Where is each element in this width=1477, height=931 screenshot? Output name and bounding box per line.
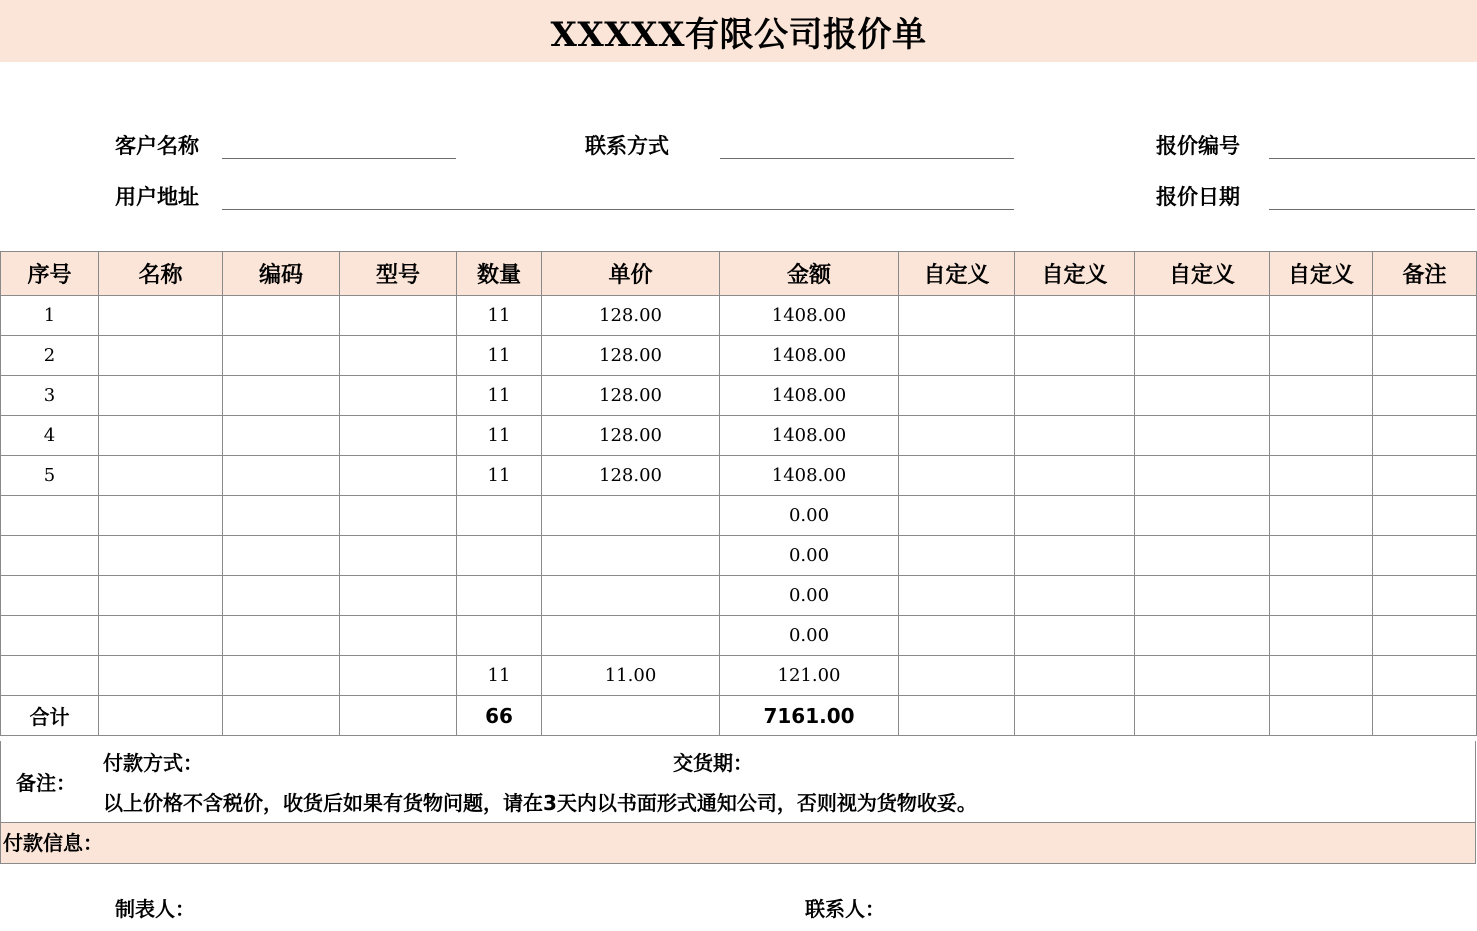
table-cell[interactable]	[1015, 456, 1135, 496]
table-cell[interactable]	[1270, 496, 1373, 536]
table-row	[1, 376, 1477, 416]
table-cell[interactable]	[457, 536, 542, 576]
table-cell[interactable]	[340, 616, 457, 656]
total-cell[interactable]: 7161.00	[720, 696, 899, 736]
quote-table	[0, 251, 1477, 736]
table-cell[interactable]	[1, 576, 99, 616]
table-cell[interactable]	[340, 496, 457, 536]
table-cell[interactable]	[340, 336, 457, 376]
table-cell[interactable]: 128.00	[542, 456, 720, 496]
table-cell[interactable]	[1, 616, 99, 656]
column-header: 金额	[720, 252, 899, 296]
table-cell[interactable]	[1373, 536, 1477, 576]
table-cell[interactable]	[1015, 376, 1135, 416]
table-row	[1, 336, 1477, 376]
table-cell[interactable]	[1135, 656, 1270, 696]
table-cell[interactable]	[899, 336, 1015, 376]
quote-date-label: 报价日期	[1156, 185, 1240, 209]
table-cell[interactable]: 128.00	[542, 376, 720, 416]
table-cell[interactable]: 11	[457, 416, 542, 456]
table-cell[interactable]	[1373, 576, 1477, 616]
table-cell[interactable]	[1135, 456, 1270, 496]
contact-label: 联系方式	[585, 134, 669, 158]
table-cell[interactable]	[542, 536, 720, 576]
table-cell[interactable]	[99, 536, 223, 576]
table-row	[1, 296, 1477, 336]
table-cell[interactable]	[1135, 496, 1270, 536]
title-bar	[0, 0, 1477, 62]
table-cell[interactable]	[1135, 296, 1270, 336]
table-cell[interactable]	[1270, 376, 1373, 416]
table-cell[interactable]	[899, 656, 1015, 696]
table-cell[interactable]: 1408.00	[720, 416, 899, 456]
payment-info-bar	[0, 822, 1476, 864]
column-header: 序号	[1, 252, 99, 296]
table-cell[interactable]	[1, 536, 99, 576]
table-cell[interactable]	[1373, 336, 1477, 376]
customer-name-field[interactable]	[222, 158, 456, 159]
table-cell[interactable]	[1270, 416, 1373, 456]
column-header: 数量	[457, 252, 542, 296]
table-cell[interactable]	[1, 656, 99, 696]
table-cell[interactable]	[1015, 536, 1135, 576]
table-cell[interactable]	[1015, 576, 1135, 616]
table-cell[interactable]	[99, 336, 223, 376]
quote-no-label: 报价编号	[1156, 134, 1240, 158]
table-row	[1, 416, 1477, 456]
table-cell[interactable]: 1408.00	[720, 296, 899, 336]
total-cell[interactable]	[1270, 696, 1373, 736]
table-cell[interactable]	[899, 616, 1015, 656]
table-cell[interactable]: 1	[1, 296, 99, 336]
total-cell[interactable]	[542, 696, 720, 736]
table-header-row	[1, 252, 1477, 296]
column-header: 自定义	[1270, 252, 1373, 296]
table-cell[interactable]	[223, 456, 340, 496]
table-cell[interactable]: 11	[457, 656, 542, 696]
table-cell[interactable]: 2	[1, 336, 99, 376]
table-cell[interactable]	[1015, 416, 1135, 456]
table-cell[interactable]: 1408.00	[720, 336, 899, 376]
payment-method-label: 付款方式：	[103, 751, 203, 775]
delivery-label: 交货期：	[673, 751, 753, 775]
table-cell[interactable]: 121.00	[720, 656, 899, 696]
table-cell[interactable]	[899, 416, 1015, 456]
table-cell[interactable]	[457, 616, 542, 656]
contact-person-label: 联系人：	[805, 897, 885, 921]
table-cell[interactable]	[1135, 576, 1270, 616]
total-cell[interactable]	[99, 696, 223, 736]
table-cell[interactable]: 0.00	[720, 616, 899, 656]
table-cell[interactable]	[99, 576, 223, 616]
table-cell[interactable]	[1270, 656, 1373, 696]
table-cell[interactable]: 0.00	[720, 576, 899, 616]
table-cell[interactable]	[223, 336, 340, 376]
table-cell[interactable]	[1135, 616, 1270, 656]
table-row	[1, 536, 1477, 576]
remarks-note: 以上价格不含税价，收货后如果有货物问题，请在3天内以书面形式通知公司，否则视为货物收妥。	[103, 791, 977, 815]
table-cell[interactable]: 11	[457, 296, 542, 336]
column-header: 编码	[223, 252, 340, 296]
table-cell[interactable]: 11	[457, 376, 542, 416]
total-cell[interactable]	[340, 696, 457, 736]
total-cell[interactable]: 合计	[1, 696, 99, 736]
table-cell[interactable]	[899, 376, 1015, 416]
table-row	[1, 456, 1477, 496]
table-cell[interactable]	[542, 616, 720, 656]
column-header: 备注	[1373, 252, 1477, 296]
table-cell[interactable]: 128.00	[542, 336, 720, 376]
document-title: XXXXX有限公司报价单	[550, 14, 927, 55]
table-cell[interactable]	[1373, 496, 1477, 536]
total-cell[interactable]	[1373, 696, 1477, 736]
table-cell[interactable]	[99, 456, 223, 496]
contact-field[interactable]	[720, 158, 1014, 159]
address-label: 用户地址	[115, 185, 199, 209]
table-cell[interactable]	[340, 576, 457, 616]
table-cell[interactable]: 128.00	[542, 296, 720, 336]
table-cell[interactable]: 11	[457, 336, 542, 376]
table-cell[interactable]	[1135, 376, 1270, 416]
total-cell[interactable]	[1135, 696, 1270, 736]
table-cell[interactable]	[1270, 576, 1373, 616]
table-cell[interactable]: 1408.00	[720, 456, 899, 496]
table-cell[interactable]	[340, 416, 457, 456]
preparer-label: 制表人：	[115, 897, 195, 921]
payment-info-label: 付款信息：	[3, 831, 103, 855]
table-cell[interactable]	[1015, 296, 1135, 336]
table-cell[interactable]	[99, 496, 223, 536]
table-cell[interactable]	[223, 496, 340, 536]
table-row	[1, 496, 1477, 536]
column-header: 自定义	[1135, 252, 1270, 296]
table-cell[interactable]: 0.00	[720, 536, 899, 576]
table-cell[interactable]	[1135, 336, 1270, 376]
table-cell[interactable]	[223, 656, 340, 696]
table-cell[interactable]	[1373, 656, 1477, 696]
table-cell[interactable]	[1270, 336, 1373, 376]
table-cell[interactable]	[223, 616, 340, 656]
table-cell[interactable]	[1135, 536, 1270, 576]
total-cell[interactable]	[899, 696, 1015, 736]
column-header: 自定义	[899, 252, 1015, 296]
customer-name-label: 客户名称	[115, 134, 199, 158]
table-cell[interactable]	[99, 296, 223, 336]
table-cell[interactable]	[1, 496, 99, 536]
table-cell[interactable]: 4	[1, 416, 99, 456]
table-cell[interactable]	[223, 576, 340, 616]
address-field[interactable]	[222, 209, 1014, 210]
table-cell[interactable]: 0.00	[720, 496, 899, 536]
column-header: 名称	[99, 252, 223, 296]
column-header: 型号	[340, 252, 457, 296]
table-cell[interactable]	[223, 416, 340, 456]
table-cell[interactable]	[1373, 416, 1477, 456]
total-cell[interactable]	[1015, 696, 1135, 736]
table-cell[interactable]	[1015, 656, 1135, 696]
table-cell[interactable]	[1270, 456, 1373, 496]
table-cell[interactable]: 11.00	[542, 656, 720, 696]
table-cell[interactable]	[223, 376, 340, 416]
table-cell[interactable]: 11	[457, 456, 542, 496]
total-row	[1, 696, 1477, 736]
table-cell[interactable]	[899, 496, 1015, 536]
table-cell[interactable]	[340, 456, 457, 496]
table-cell[interactable]	[542, 576, 720, 616]
table-cell[interactable]	[899, 576, 1015, 616]
table-cell[interactable]	[223, 296, 340, 336]
table-cell[interactable]	[99, 416, 223, 456]
table-cell[interactable]	[1373, 616, 1477, 656]
table-cell[interactable]	[340, 296, 457, 336]
table-cell[interactable]	[1270, 296, 1373, 336]
table-cell[interactable]	[1270, 536, 1373, 576]
table-cell[interactable]	[1015, 336, 1135, 376]
table-cell[interactable]	[99, 376, 223, 416]
column-header: 单价	[542, 252, 720, 296]
table-cell[interactable]	[340, 376, 457, 416]
table-cell[interactable]	[1015, 496, 1135, 536]
table-cell[interactable]	[223, 536, 340, 576]
table-cell[interactable]: 5	[1, 456, 99, 496]
table-cell[interactable]	[457, 576, 542, 616]
table-cell[interactable]	[1270, 616, 1373, 656]
table-cell[interactable]: 3	[1, 376, 99, 416]
column-header: 自定义	[1015, 252, 1135, 296]
table-cell[interactable]	[99, 656, 223, 696]
table-cell[interactable]	[457, 496, 542, 536]
quote-date-field[interactable]	[1269, 209, 1475, 210]
table-cell[interactable]	[99, 616, 223, 656]
table-cell[interactable]	[899, 296, 1015, 336]
table-cell[interactable]	[1373, 456, 1477, 496]
table-cell[interactable]	[542, 496, 720, 536]
table-cell[interactable]	[1015, 616, 1135, 656]
table-cell[interactable]	[1373, 296, 1477, 336]
table-cell[interactable]	[340, 656, 457, 696]
table-cell[interactable]	[340, 536, 457, 576]
table-cell[interactable]	[1135, 416, 1270, 456]
table-cell[interactable]: 128.00	[542, 416, 720, 456]
total-cell[interactable]	[223, 696, 340, 736]
table-row	[1, 616, 1477, 656]
remarks-label: 备注：	[16, 771, 76, 795]
table-row	[1, 656, 1477, 696]
table-cell[interactable]	[1373, 376, 1477, 416]
table-row	[1, 576, 1477, 616]
total-cell[interactable]: 66	[457, 696, 542, 736]
table-cell[interactable]	[899, 456, 1015, 496]
table-cell[interactable]: 1408.00	[720, 376, 899, 416]
table-cell[interactable]	[899, 536, 1015, 576]
quote-no-field[interactable]	[1269, 158, 1475, 159]
